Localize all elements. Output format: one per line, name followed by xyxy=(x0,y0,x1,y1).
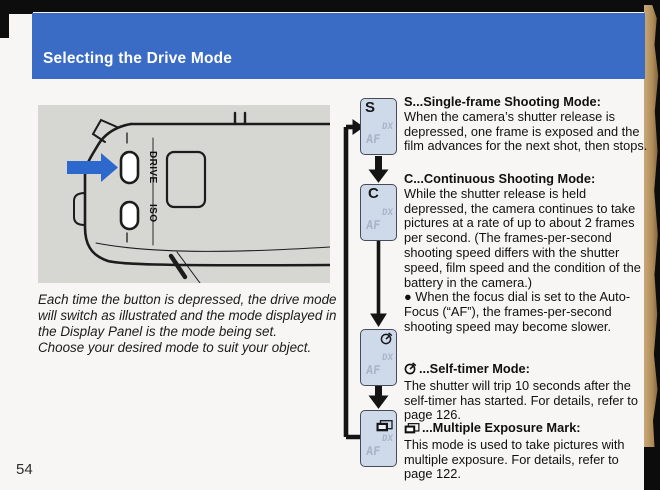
self-timer-icon xyxy=(380,332,393,350)
lcd-box-multiple-exposure xyxy=(360,410,397,467)
continuous-title: C...Continuous Shooting Mode: xyxy=(404,171,596,186)
multiple-exposure-body: This mode is used to take pictures with multiple exposure. For details, refer to page 122. xyxy=(404,436,625,482)
section-header-bar xyxy=(32,13,645,79)
camera-top-view-drawing xyxy=(38,105,330,283)
display-panel-rect xyxy=(167,152,205,207)
self-timer-body: The shutter will trip 10 seconds after the self-timer has started. For details, refer to page 126. xyxy=(404,377,638,423)
camera-illustration-panel xyxy=(38,105,330,283)
lcd-af-indicator: AF xyxy=(365,132,382,146)
arrow-c-to-timer-head-icon xyxy=(371,314,386,326)
section-continuous xyxy=(404,172,648,335)
page-title: Selecting the Drive Mode xyxy=(43,50,233,67)
iso-button-label: ISO xyxy=(147,204,158,223)
scan-border-top xyxy=(0,0,660,12)
lcd-af-indicator: AF xyxy=(365,444,382,458)
continuous-body: While the shutter release is held depressed, the camera continues to take pictures at a rate of up to about 2 frames per second. (The frames-per-second shooting speed differs with the shutter speed, film speed and the condition of the battery in the camera.) xyxy=(404,185,641,290)
pointer-arrow-icon xyxy=(67,153,118,182)
lcd-dx-indicator: DX xyxy=(381,353,394,363)
multiple-exposure-title-line xyxy=(404,421,648,438)
lcd-box-continuous xyxy=(360,184,397,241)
arrow-s-to-c-head-icon xyxy=(370,170,388,182)
caption-paragraph-1: Each time the button is depressed, the drive mode will switch as illustrated and the mode displayed in the Display Panel is the mode being set. xyxy=(38,292,337,339)
continuous-symbol: C xyxy=(368,185,379,202)
single-frame-body: When the camera’s shutter release is depressed, one frame is exposed and the film advances for the next shot, then stops. xyxy=(404,108,648,154)
self-timer-title-line xyxy=(404,362,648,379)
self-timer-title: ...Self-timer Mode: xyxy=(419,361,530,376)
illustration-caption xyxy=(38,292,344,356)
lcd-box-single-frame xyxy=(360,98,397,155)
multiple-exposure-icon xyxy=(404,423,420,438)
single-frame-symbol: S xyxy=(365,99,376,116)
arrow-timer-to-multi-head-icon xyxy=(370,396,388,408)
terminal-cover-bump xyxy=(74,193,85,225)
lcd-dx-indicator: DX xyxy=(381,122,394,132)
section-multiple-exposure xyxy=(404,421,648,482)
page-number: 54 xyxy=(16,461,33,478)
loop-back-line xyxy=(346,127,361,437)
multiple-exposure-title: ...Multiple Exposure Mark: xyxy=(422,420,581,435)
drive-button xyxy=(121,152,138,183)
lcd-box-self-timer xyxy=(360,329,397,386)
section-single-frame xyxy=(404,95,648,154)
self-timer-icon xyxy=(404,362,417,379)
caption-paragraph-2: Choose your desired mode to suit your object. xyxy=(38,339,312,355)
lcd-af-indicator: AF xyxy=(365,363,382,377)
lcd-af-indicator: AF xyxy=(365,218,382,232)
continuous-note: ● When the focus dial is set to the Auto-Focus (“AF”), the frames-per-second shooting speed may become slower. xyxy=(404,289,631,334)
section-self-timer xyxy=(404,362,648,423)
single-frame-title: S...Single-frame Shooting Mode: xyxy=(404,94,601,109)
iso-button xyxy=(121,202,138,229)
drive-button-label: DRIVE xyxy=(147,151,158,184)
hot-shoe-ticks xyxy=(235,113,245,124)
camera-body-outline xyxy=(85,124,330,265)
camera-inner-bottom-line xyxy=(96,243,330,251)
scan-border-left-sliver xyxy=(0,0,9,38)
lcd-dx-indicator: DX xyxy=(381,434,394,444)
lcd-dx-indicator: DX xyxy=(381,208,394,218)
